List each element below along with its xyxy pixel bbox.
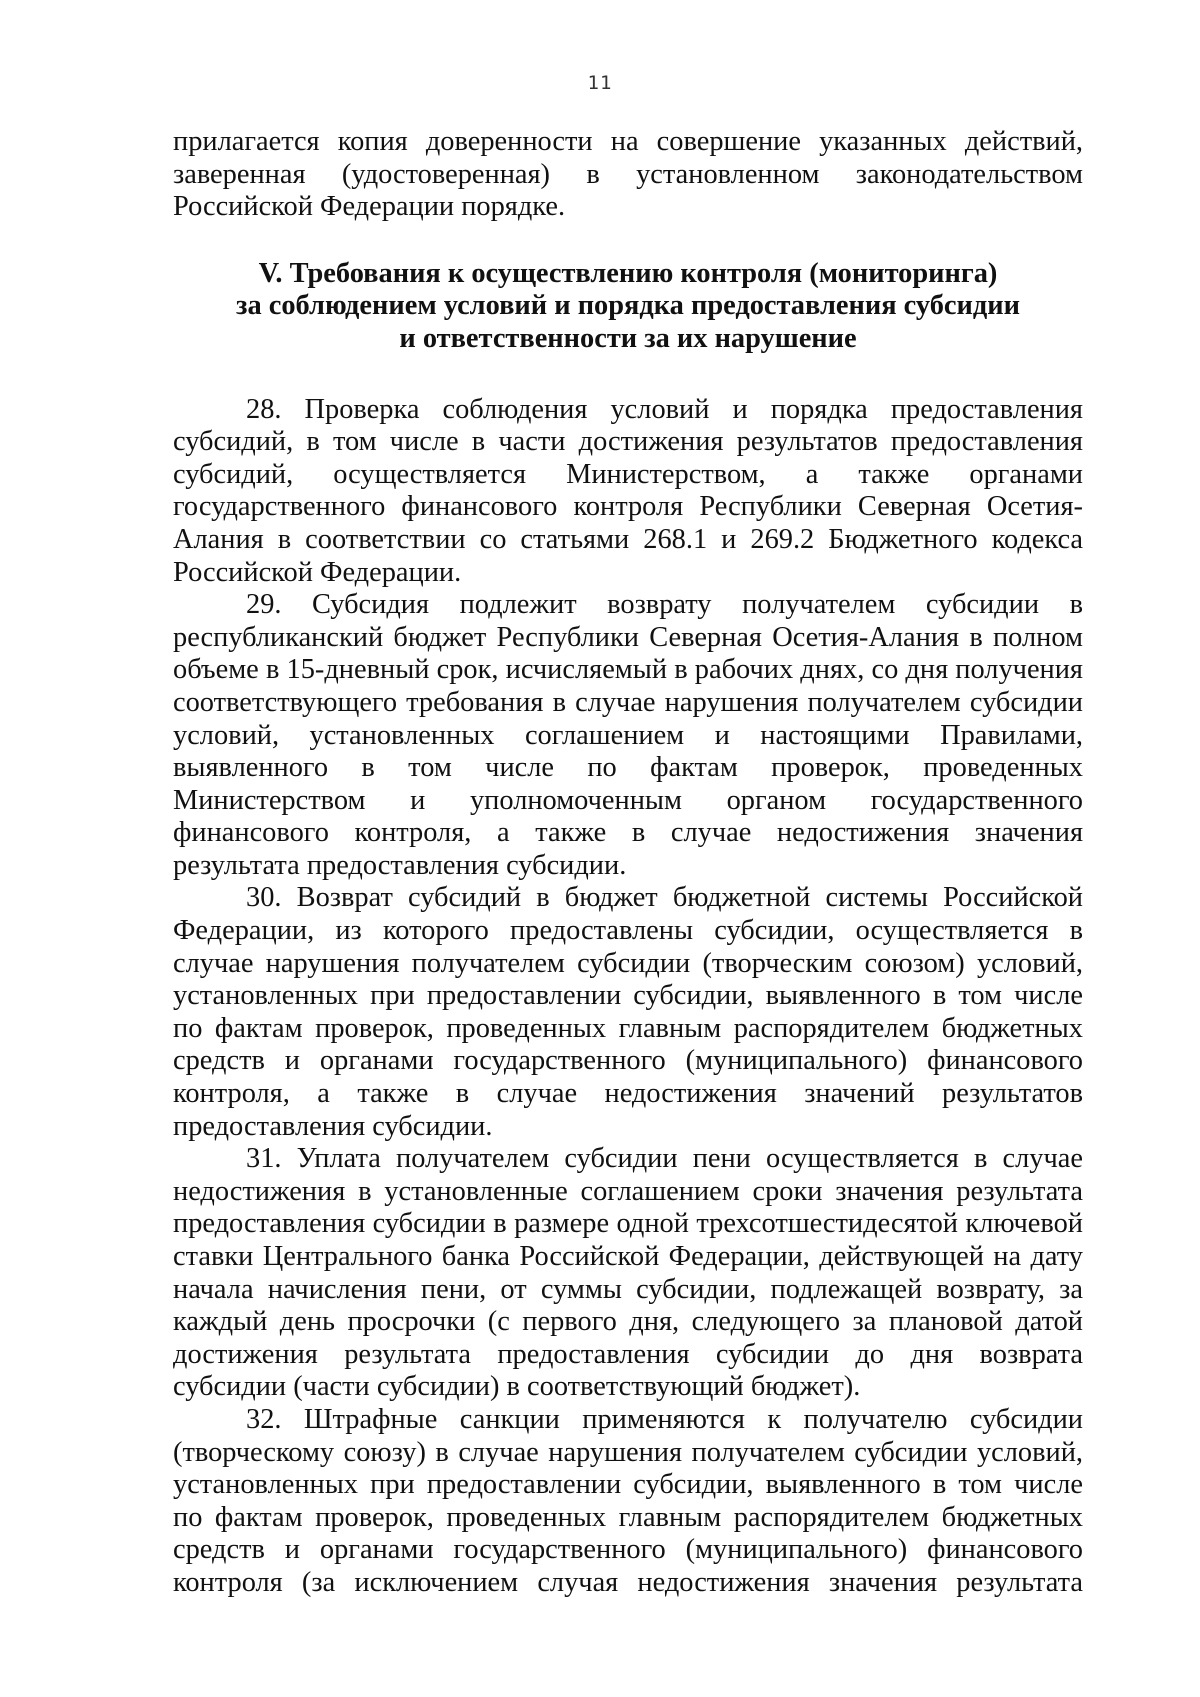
section-heading-line-3: и ответственности за их нарушение [399,322,857,354]
section-heading-line-1: V. Требования к осуществлению контроля (мониторинга) [258,257,998,289]
section-heading-line-2: за соблюдением условий и порядка предоставления субсидии [236,290,1020,322]
document-body [173,126,1083,1600]
intro-paragraph: прилагается копия доверенности на совершение указанных действий, заверенная (удостоверенная) в установленном законодательством Российской Федерации порядке. [173,126,1083,223]
paragraph-31: 31. Уплата получателем субсидии пени осуществляется в случае недостижения в установленные соглашением сроки значения результата предоставления субсидии в размере одной трехсотшестидесятой ключевой ставки Центрального банка Российской Федерации, действующей на дату начала начисления пени, от суммы субсидии, подлежащей возврату, за каждый день просрочки (с первого дня, следующего за плановой датой достижения результата предоставления субсидии до дня возврата субсидии (части субсидии) в соответствующий бюджет). [173,1143,1083,1403]
section-heading [173,258,1083,356]
paragraph-32: 32. Штрафные санкции применяются к получателю субсидии (творческому союзу) в случае нарушения получателем субсидии условий, установленных при предоставлении субсидии, выявленного в том числе по фактам проверок, проведенных главным распорядителем бюджетных средств и органами государственного (муниципального) финансового контроля (за исключением случая недостижения значения результата [173,1403,1083,1598]
paragraph-28: 28. Проверка соблюдения условий и порядка предоставления субсидий, в том числе в части достижения результатов предоставления субсидий, осуществляется Министерством, а также органами государственного финансового контроля Республики Северная Осетия-Алания в соответствии со статьями 268.1 и 269.2 Бюджетного кодекса Российской Федерации. [173,393,1083,588]
paragraph-29: 29. Субсидия подлежит возврату получателем субсидии в республиканский бюджет Республики Северная Осетия-Алания в полном объеме в 15-дневный срок, исчисляемый в рабочих днях, со дня получения соответствующего требования в случае нарушения получателем субсидии условий, установленных соглашением и настоящими Правилами, выявленного в том числе по фактам проверок, проведенных Министерством и уполномоченным органом государственного финансового контроля, а также в случае недостижения значения результата предоставления субсидии. [173,589,1083,881]
page-number: 11 [587,72,613,94]
paragraph-30: 30. Возврат субсидий в бюджет бюджетной системы Российской Федерации, из которого предоставлены субсидии, осуществляется в случае нарушения получателем субсидии (творческим союзом) условий, установленных при предоставлении субсидии, выявленного в том числе по фактам проверок, проведенных главным распорядителем бюджетных средств и органами государственного (муниципального) финансового контроля, а также в случае недостижения значений результатов предоставления субсидии. [173,882,1083,1142]
